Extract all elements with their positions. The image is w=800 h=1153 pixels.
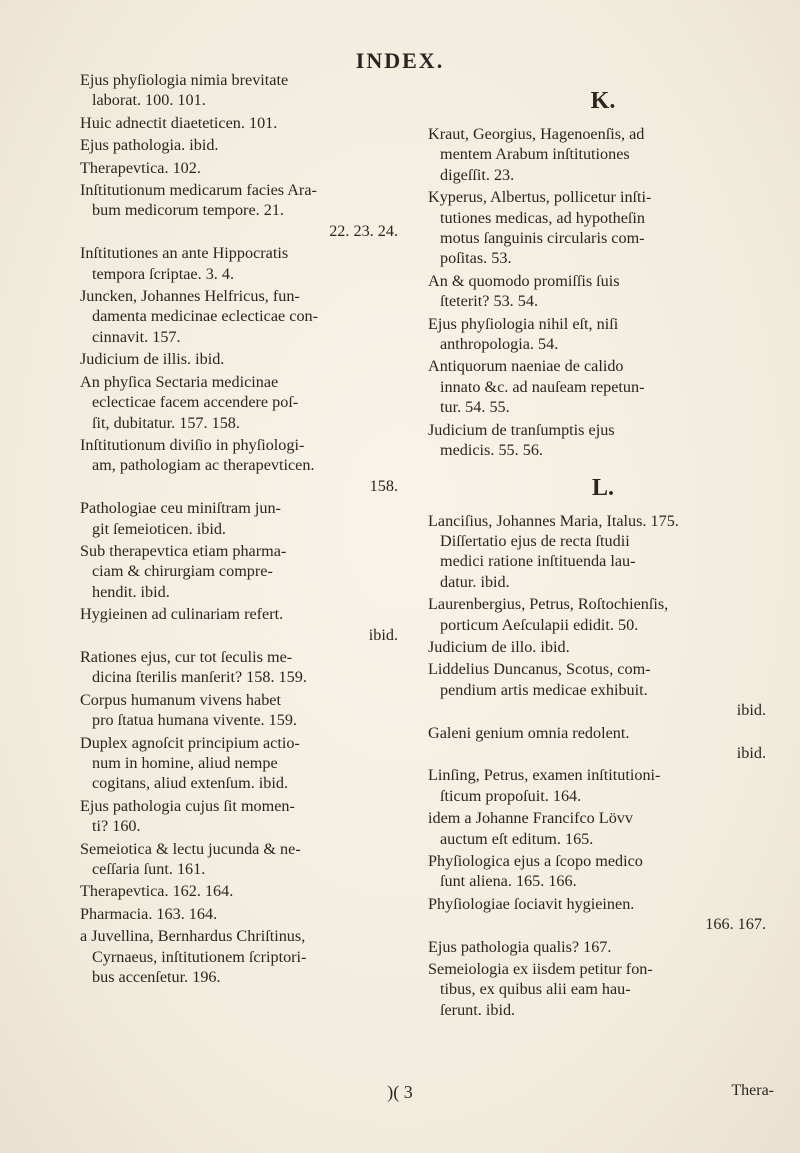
entry-line: Duplex agnoſcit principium actio-: [80, 733, 300, 752]
entry-line: Ejus pathologia. ibid.: [80, 136, 219, 155]
index-entry: [428, 808, 778, 849]
index-entry: [80, 604, 410, 645]
entry-line: ibid.: [736, 743, 766, 762]
index-entry: [428, 637, 778, 657]
index-entry: [428, 659, 778, 720]
left-column: [80, 70, 410, 989]
entry-line: innato &c. ad nauſeam repetun-: [440, 377, 645, 396]
entry-line: laborat. 100. 101.: [92, 91, 206, 110]
entry-line: idem a Johanne Francifco Lövv: [428, 809, 633, 828]
entry-line: Ejus pathologia qualis? 167.: [428, 937, 612, 956]
entry-line: ibid.: [368, 625, 398, 644]
entry-line: ſerunt. ibid.: [440, 1000, 516, 1019]
entry-line: cogitans, aliud extenſum. ibid.: [92, 774, 289, 793]
entry-line: pro ſtatua humana vivente. 159.: [92, 711, 297, 730]
index-entry: [80, 904, 410, 924]
index-entry: [80, 647, 410, 688]
entry-line: eclecticae facem accendere poſ-: [92, 393, 299, 412]
index-entry: [80, 435, 410, 496]
entry-line: poſitas. 53.: [440, 249, 512, 268]
entry-line: a Juvellina, Bernhardus Chriſtinus,: [80, 927, 306, 946]
entry-line: Juncken, Johannes Helfricus, fun-: [80, 287, 300, 306]
index-entry: [428, 851, 778, 892]
entry-line: tur. 54. 55.: [440, 398, 510, 417]
index-entry: [428, 594, 778, 635]
entry-line: 158.: [369, 476, 398, 495]
entry-line: dicina ſterilis manſerit? 158. 159.: [92, 668, 307, 687]
entry-line: auctum eſt editum. 165.: [440, 829, 594, 848]
entry-line: medicis. 55. 56.: [440, 441, 543, 460]
section-letter: K.: [590, 88, 616, 114]
entry-line: Diſſertatio ejus de recta ſtudii: [440, 531, 630, 550]
index-entry: [80, 796, 410, 837]
index-entry: [80, 498, 410, 539]
index-entry: [80, 158, 410, 178]
entry-line: git ſemeioticen. ibid.: [92, 519, 226, 538]
entry-line: Pathologiae ceu miniſtram jun-: [80, 499, 281, 518]
entry-line: Judicium de tranſumptis ejus: [428, 420, 615, 439]
index-entry: [80, 349, 410, 369]
entry-line: Pharmacia. 163. 164.: [80, 904, 218, 923]
entry-line: Cyrnaeus, inſtitutionem ſcriptori-: [92, 947, 307, 966]
index-entry: [428, 723, 778, 764]
index-entry: [80, 926, 410, 987]
entry-line: porticum Aeſculapii edidit. 50.: [440, 615, 639, 634]
entry-line: ti? 160.: [92, 817, 141, 836]
entry-line: datur. ibid.: [440, 572, 510, 591]
index-entry: [428, 765, 778, 806]
entry-line: Ejus pathologia cujus ſit momen-: [80, 796, 295, 815]
index-entry: [428, 187, 778, 269]
index-entry: [428, 511, 778, 593]
entry-line: Therapevtica. 102.: [80, 158, 201, 177]
entry-line: hendit. ibid.: [92, 582, 170, 601]
entry-line: motus ſanguinis circularis com-: [440, 229, 645, 248]
entry-line: Semeiotica & lectu jucunda & ne-: [80, 839, 301, 858]
catchword: Thera-: [731, 1082, 774, 1099]
index-entry: [80, 286, 410, 347]
entry-line: tutiones medicas, ad hypotheſin: [440, 208, 645, 227]
index-entry: [428, 356, 778, 417]
entry-line: 22. 23. 24.: [329, 221, 398, 240]
entry-line: Phyſiologica ejus a ſcopo medico: [428, 852, 643, 870]
entry-line: am, pathologiam ac therapevticen.: [92, 456, 315, 475]
index-entry: [80, 839, 410, 880]
entry-line: Kyperus, Albertus, pollicetur inſti-: [428, 188, 652, 207]
entry-line: Linſing, Petrus, examen inſtitutioni-: [428, 766, 661, 785]
entry-line: Judicium de illis. ibid.: [80, 350, 225, 369]
entry-line: Inſtitutionum medicarum facies Ara-: [80, 181, 317, 200]
index-entry: [428, 959, 778, 1020]
index-entry: [80, 180, 410, 241]
index-entry: [428, 420, 778, 461]
index-entry: [80, 70, 410, 111]
entry-line: Sub therapevtica etiam pharma-: [80, 541, 287, 560]
index-entry: [428, 314, 778, 355]
entry-line: Kraut, Georgius, Hagenoenſis, ad: [428, 125, 645, 143]
page-header: INDEX.: [355, 48, 445, 73]
entry-line: Ejus phyſiologia nihil eſt, niſi: [428, 314, 619, 333]
index-entry: [428, 271, 778, 312]
entry-line: ibid.: [736, 701, 766, 720]
entry-line: Huic adnectit diaeteticen. 101.: [80, 113, 278, 132]
entry-line: tempora ſcriptae. 3. 4.: [92, 264, 235, 283]
index-entry: [80, 113, 410, 133]
section-letter: L.: [591, 474, 614, 501]
entry-line: ſticum propoſuit. 164.: [440, 786, 582, 805]
entry-line: ſunt aliena. 165. 166.: [440, 872, 577, 891]
index-entry: [428, 937, 778, 957]
entry-line: Laurenbergius, Petrus, Roſtochienſis,: [428, 595, 669, 614]
index-entry: [80, 243, 410, 284]
entry-line: bus accenſetur. 196.: [92, 968, 221, 987]
entry-line: Galeni genium omnia redolent.: [428, 723, 630, 742]
entry-line: Liddelius Duncanus, Scotus, com-: [428, 660, 651, 679]
right-column: [428, 70, 778, 1022]
entry-line: Rationes ejus, cur tot ſeculis me-: [80, 647, 293, 666]
entry-line: bum medicorum tempore. 21.: [92, 201, 284, 220]
entry-line: Phyſiologiae ſociavit hygieinen.: [428, 894, 635, 913]
signature-mark: )( 3: [387, 1082, 413, 1102]
entry-line: ciam & chirurgiam compre-: [92, 562, 273, 581]
entry-line: Judicium de illo. ibid.: [428, 637, 570, 656]
entry-line: Inſtitutionum diviſio in phyſiologi-: [80, 435, 305, 454]
entry-line: ceſſaria ſunt. 161.: [92, 860, 206, 879]
index-entry: [80, 881, 410, 901]
entry-line: Ejus phyſiologia nimia brevitate: [80, 71, 289, 89]
entry-line: mentem Arabum inſtitutiones: [440, 145, 630, 164]
entry-line: Inſtitutiones an ante Hippocratis: [80, 244, 289, 263]
entry-line: Therapevtica. 162. 164.: [80, 882, 234, 901]
index-entry: [80, 135, 410, 155]
entry-line: ſteterit? 53. 54.: [440, 292, 538, 311]
entry-line: An & quomodo promiſſis ſuis: [428, 271, 620, 290]
entry-line: Lanciſius, Johannes Maria, Italus. 175.: [428, 511, 679, 530]
entry-line: tibus, ex quibus alii eam hau-: [440, 980, 631, 999]
entry-line: Hygieinen ad culinariam refert.: [80, 605, 284, 624]
index-entry: [428, 124, 778, 185]
index-entry: [80, 733, 410, 794]
entry-line: anthropologia. 54.: [440, 335, 559, 354]
index-entry: [428, 894, 778, 935]
entry-line: digeſſit. 23.: [440, 165, 515, 184]
entry-line: An phyſica Sectaria medicinae: [80, 372, 279, 391]
entry-line: cinnavit. 157.: [92, 327, 181, 346]
entry-line: num in homine, aliud nempe: [92, 754, 278, 772]
entry-line: pendium artis medicae exhibuit.: [440, 680, 648, 699]
entry-line: medici ratione inſtituenda lau-: [440, 552, 636, 571]
index-entry: [80, 372, 410, 433]
entry-line: Antiquorum naeniae de calido: [428, 357, 624, 376]
index-entry: [80, 690, 410, 731]
entry-line: damenta medicinae eclecticae con-: [92, 307, 319, 326]
entry-line: ſit, dubitatur. 157. 158.: [92, 413, 240, 432]
entry-line: Semeiologia ex iisdem petitur fon-: [428, 960, 653, 979]
entry-line: 166. 167.: [705, 915, 766, 934]
index-entry: [80, 541, 410, 602]
entry-line: Corpus humanum vivens habet: [80, 690, 281, 709]
